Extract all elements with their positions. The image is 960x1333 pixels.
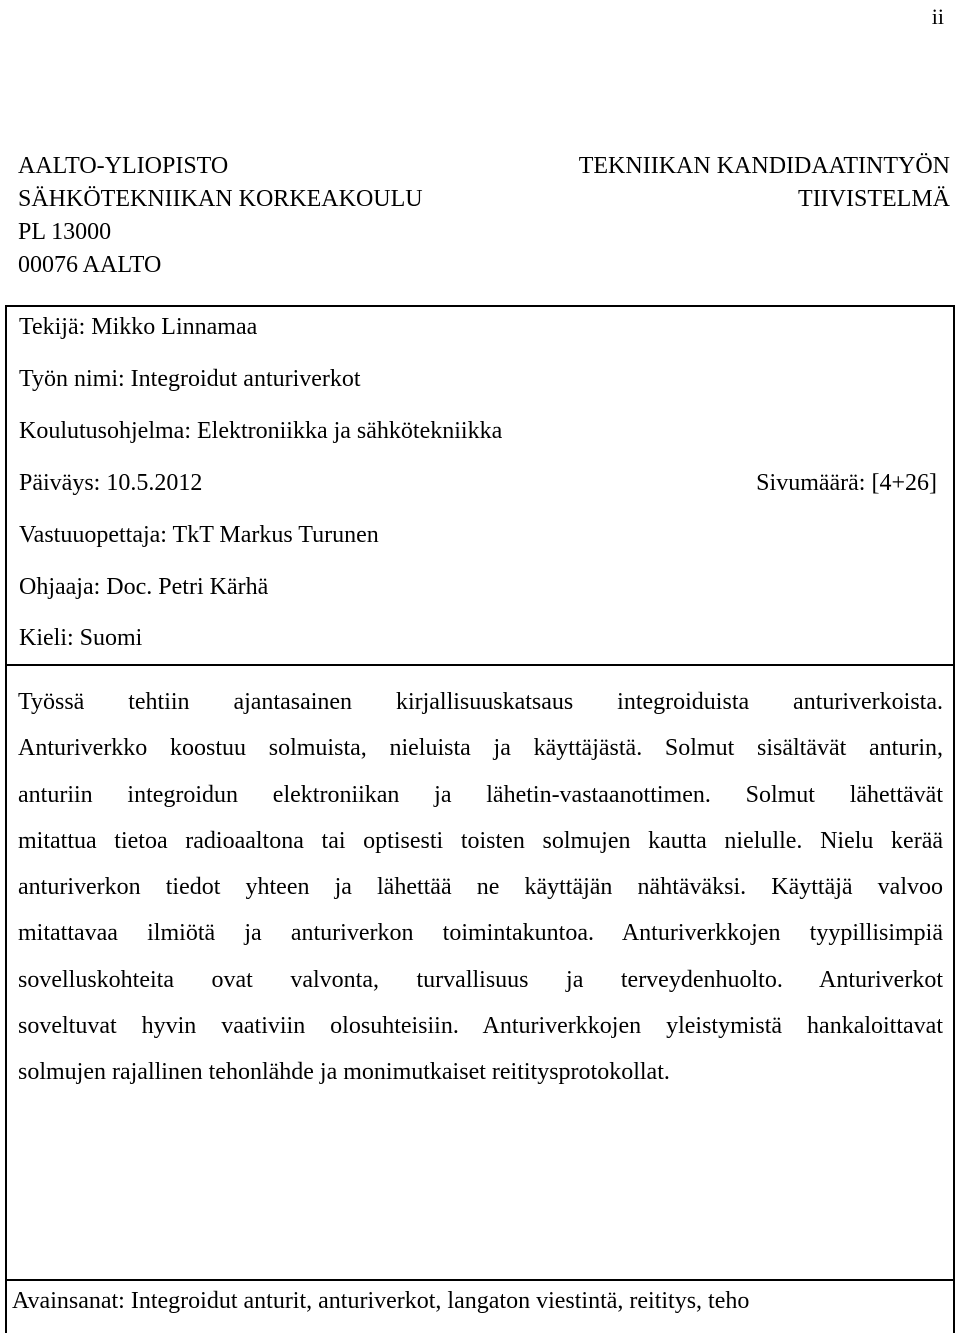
- address-line: SÄHKÖTEKNIIKAN KORKEAKOULU: [18, 186, 423, 212]
- author-row: Tekijä: Mikko Linnamaa: [19, 314, 258, 340]
- page-number: ii: [931, 4, 944, 29]
- abstract-line: Työssä tehtiin ajantasainen kirjallisuuskatsaus integroiduista anturiverkoista.: [18, 689, 943, 715]
- abstract-line: anturiverkon tiedot yhteen ja lähettää ne käyttäjän nähtäväksi. Käyttäjä valvoo: [18, 874, 943, 901]
- abstract-line: mitattua tietoa radioaaltona tai optisesti toisten solmujen kautta nielulle. Nielu kerää: [18, 827, 943, 854]
- abstract-line: soveltuvat hyvin vaativiin olosuhteisiin. Anturiverkkojen yleistymistä hankaloittavat: [18, 1013, 943, 1040]
- keywords: Avainsanat: Integroidut anturit, anturiverkot, langaton viestintä, reititys, teho: [12, 1288, 750, 1314]
- abstract-line: anturiin integroidun elektroniikan ja lähetin-vastaanottimen. Solmut lähettävät: [18, 781, 943, 808]
- title-row: Työn nimi: Integroidut anturiverkot: [19, 366, 361, 392]
- university-address: [18, 150, 423, 282]
- language-row: Kieli: Suomi: [19, 625, 143, 651]
- abstract-line: solmujen rajallinen tehonlähde ja monimutkaiset reititysprotokollat.: [18, 1059, 670, 1086]
- abstract-line: mitattavaa ilmiötä ja anturiverkon toimintakuntoa. Anturiverkkojen tyypillisimpiä: [18, 920, 943, 947]
- supervisor-row: Vastuuopettaja: TkT Markus Turunen: [19, 522, 379, 548]
- document-type: [579, 150, 950, 216]
- abstract-line: sovelluskohteita ovat valvonta, turvallisuus ja terveydenhuolto. Anturiverkot: [18, 966, 943, 993]
- document-type-line: TEKNIIKAN KANDIDAATINTYÖN: [578, 153, 950, 179]
- page-count-value: Sivumäärä: [4+26]: [756, 470, 937, 496]
- date-value: Päiväys: 10.5.2012: [19, 470, 203, 496]
- programme-row: Koulutusohjelma: Elektroniikka ja sähkötekniikka: [19, 418, 503, 444]
- thesis-info-box: [5, 305, 955, 666]
- address-line: 00076 AALTO: [18, 252, 162, 278]
- instructor-row: Ohjaaja: Doc. Petri Kärhä: [19, 574, 269, 600]
- address-line: AALTO-YLIOPISTO: [18, 153, 229, 179]
- abstract-text: [18, 679, 943, 1096]
- address-line: PL 13000: [18, 219, 112, 245]
- date-pages-row: [19, 468, 937, 498]
- abstract-line: Anturiverkko koostuu solmuista, nieluista ja käyttäjästä. Solmut sisältävät anturin,: [18, 735, 943, 762]
- document-type-line: TIIVISTELMÄ: [798, 186, 950, 212]
